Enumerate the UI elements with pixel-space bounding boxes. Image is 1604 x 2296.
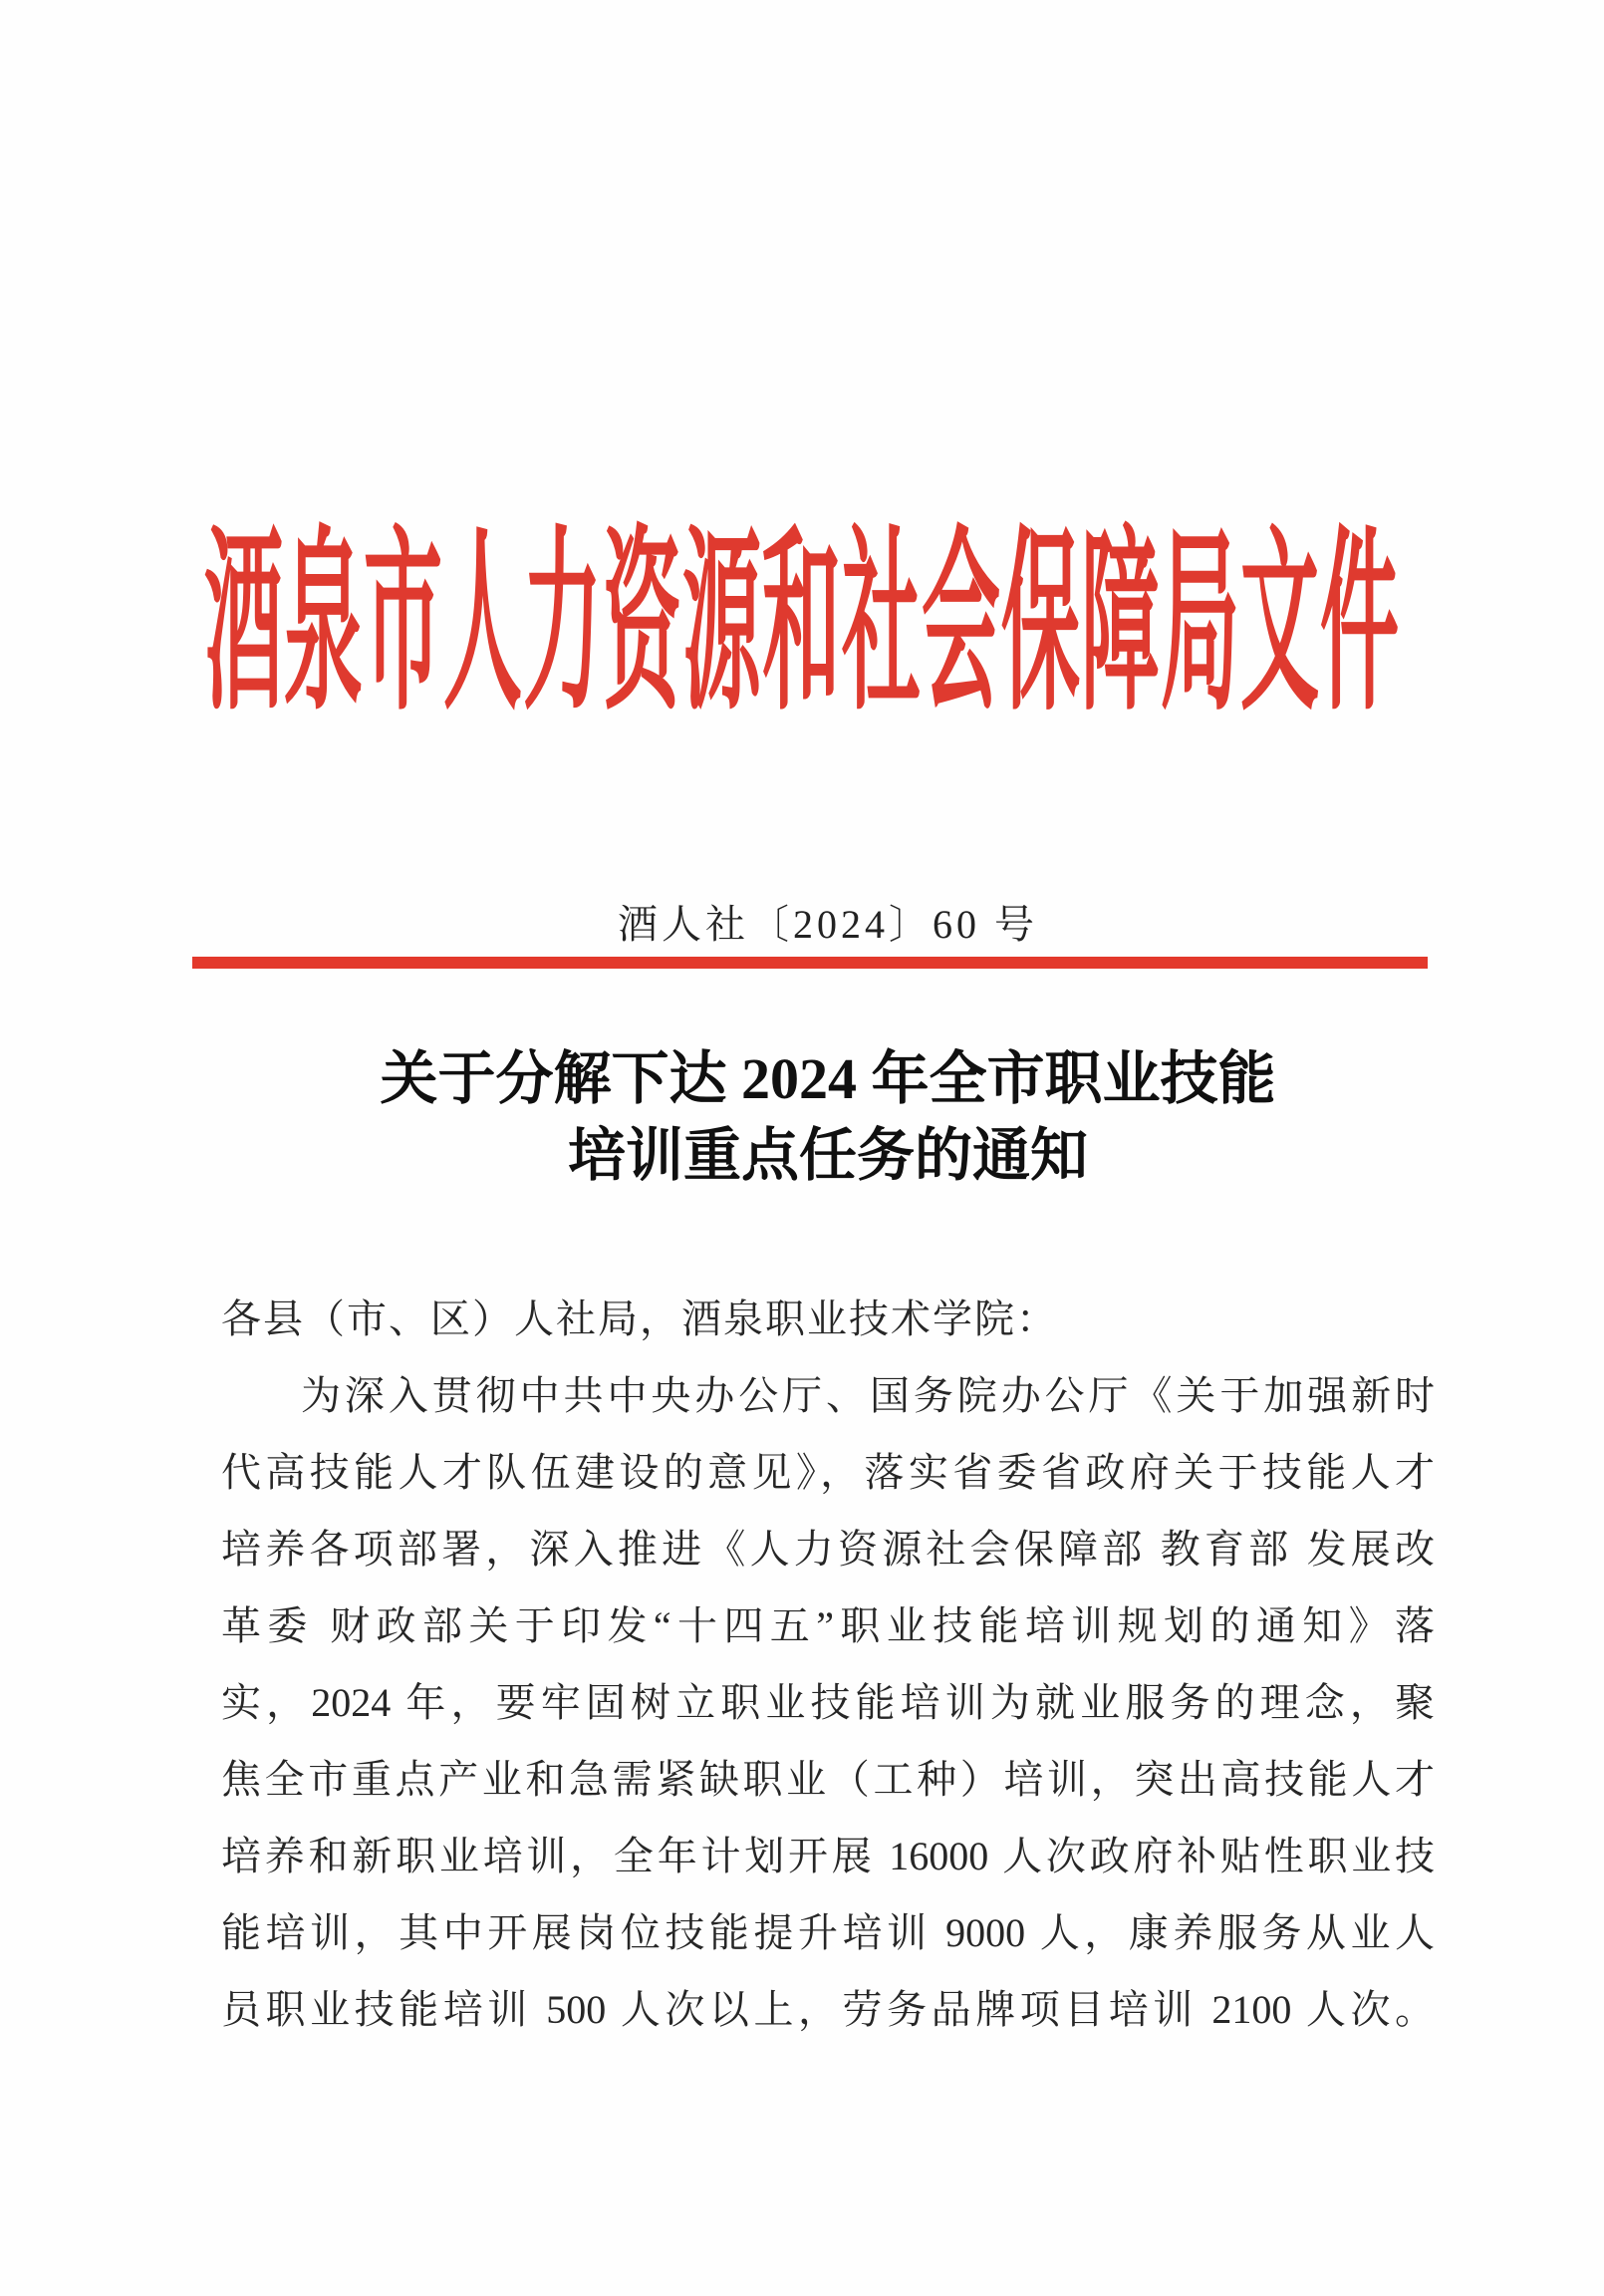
body-line: 为深入贯彻中共中央办公厅、国务院办公厅《关于加强新时 xyxy=(301,1373,1435,1418)
body-line: 实，2024 年，要牢固树立职业技能培训为就业服务的理念，聚 xyxy=(221,1680,1435,1725)
body-line: 培养和新职业培训，全年计划开展 16000 人次政府补贴性职业技 xyxy=(221,1834,1435,1878)
document-number: 酒人社〔2024〕60 号 xyxy=(618,902,1038,947)
document-title-line1: 关于分解下达 2024 年全市职业技能 xyxy=(380,1046,1276,1111)
body-line: 革委 财政部关于印发“十四五”职业技能培训规划的通知》落 xyxy=(221,1603,1435,1648)
body-line: 员职业技能培训 500 人次以上，劳务品牌项目培训 2100 人次。 xyxy=(221,1987,1435,2032)
red-divider-line xyxy=(192,957,1428,969)
document-title-line2: 培训重点任务的通知 xyxy=(567,1123,1088,1188)
body-line: 代高技能人才队伍建设的意见》，落实省委省政府关于技能人才 xyxy=(221,1450,1435,1495)
body-line: 焦全市重点产业和急需紧缺职业（工种）培训，突出高技能人才 xyxy=(221,1757,1435,1802)
agency-header xyxy=(0,518,1604,737)
agency-header-text: 酒泉市人力资源和社会保障局文件 xyxy=(204,518,1400,735)
body-line: 各县（市、区）人社局，酒泉职业技术学院： xyxy=(221,1296,1058,1341)
document-body xyxy=(221,1281,1435,2048)
body-line: 培养各项部署，深入推进《人力资源社会保障部 教育部 发展改 xyxy=(221,1527,1435,1572)
body-line: 能培训，其中开展岗位技能提升培训 9000 人，康养服务从业人 xyxy=(221,1910,1435,1955)
document-title xyxy=(221,1040,1435,1194)
